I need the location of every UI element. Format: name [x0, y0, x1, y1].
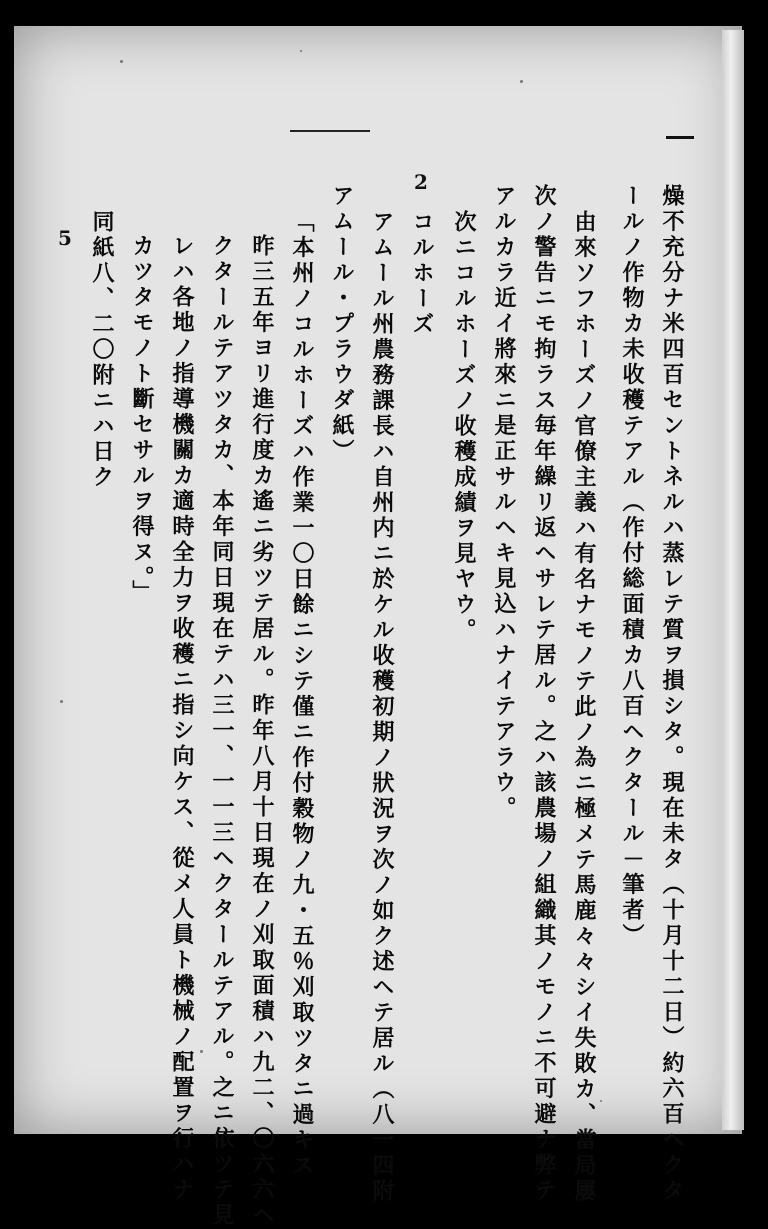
section-heading: コルホーズ	[409, 210, 435, 338]
text-column: アムール州農務課長ハ自州内ニ於ケル收穫初期ノ狀況ヲ次ノ如ク述ヘテ居ル（八一四附	[369, 210, 395, 1205]
quote-column: 「本州ノコルホーズハ作業一〇日餘ニシテ僅ニ作付穀物ノ九・五％刈取ツタニ過キス	[289, 210, 315, 1179]
text-column: 燥不充分ナ米四百セントネルハ蒸レテ質ヲ損シタ。現在未タ（十月十二日）約六百ヘクタ	[659, 184, 685, 1204]
text-column: 同紙八、二〇附ニハ日ク	[89, 210, 115, 491]
page-number: 5	[58, 226, 72, 250]
text-column: 次ニコルホーズノ收穫成績ヲ見ヤウ。	[451, 210, 477, 644]
quote-column: カツタモノト斷セサルヲ得ヌ。」	[129, 234, 155, 606]
text-column: アルカラ近イ將來ニ是正サルヘキ見込ハナイテアラウ。	[491, 184, 517, 822]
text-column: 次ノ警告ニモ拘ラス毎年繰リ返ヘサレテ居ル。之ハ該農場ノ組織其ノモノニ不可避ナ弊テ	[531, 184, 557, 1204]
text-column: 由來ソフホーズノ官僚主義ハ有名ナモノテ此ノ為ニ極メテ馬鹿々々シイ失敗カ、當局屢	[571, 210, 597, 1205]
paper-speck	[60, 700, 63, 703]
margin-mark	[666, 136, 694, 139]
paper-speck	[520, 80, 523, 83]
quote-column: 昨三五年ヨリ進行度カ遙ニ劣ツテ居ル。昨年八月十日現在ノ刈取面積ハ九二、〇六六ヘ	[249, 234, 275, 1229]
paper-speck	[120, 60, 123, 63]
page-edge	[722, 30, 744, 1130]
section-number: 2	[414, 170, 428, 194]
paper-speck	[300, 50, 302, 52]
quote-column: レハ各地ノ指導機關カ適時全力ヲ收穫ニ指シ向ケス、從メ人員ト機械ノ配置ヲ行ハナ	[169, 234, 195, 1203]
top-rule	[290, 130, 370, 132]
quote-column: クタールテアツタカ、本年同日現在テハ三一、一一三ヘクタールテアル。之ニ依ツテ見	[209, 234, 235, 1229]
text-column: アムール・プラウダ紙）	[329, 184, 355, 465]
text-column: ールノ作物カ未收穫テアル（作付総面積カ八百ヘクタール－筆者）	[619, 184, 645, 949]
